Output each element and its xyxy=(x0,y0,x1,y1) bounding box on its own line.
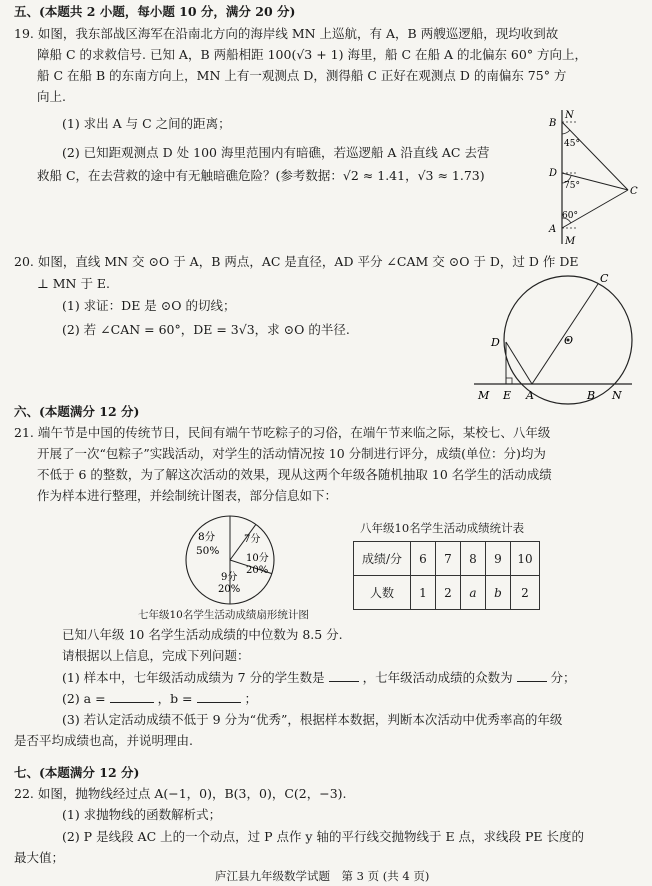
label-d: D xyxy=(491,336,500,349)
label-m: M xyxy=(478,389,490,402)
section-7-title: 七、(本题满分 12 分) xyxy=(14,765,140,780)
pie-pct-8: 50% xyxy=(196,545,220,557)
q20-line-2: ⊥ MN 于 E. xyxy=(37,276,111,291)
label-n: N xyxy=(565,110,574,121)
q19-line-4: 向上. xyxy=(37,89,66,104)
section-6-title: 六、(本题满分 12 分) xyxy=(14,404,140,419)
q21-part-1-text-c: 分； xyxy=(550,670,576,685)
q21-line-2: 开展了一次“包粽子”实践活动，对学生的活动情况按 10 分制进行评分，成绩(单位：分)均为 xyxy=(37,446,546,461)
angle-label-b: 45° xyxy=(564,139,580,149)
q21-part-1-text-b: ，七年级活动成绩的众数为 xyxy=(362,670,513,685)
answer-blank-7-count[interactable] xyxy=(329,667,359,682)
label-e: E xyxy=(503,389,512,402)
label-c: C xyxy=(600,272,609,285)
table-cell: 7 xyxy=(436,542,461,576)
label-a: A xyxy=(549,224,557,235)
q21-part-1 xyxy=(62,667,576,688)
pie-label-7: 7分 xyxy=(244,534,261,545)
table-cell: 人数 xyxy=(354,576,411,610)
q21-part-2-text-c: ； xyxy=(244,691,257,706)
right-angle-mark xyxy=(506,378,512,384)
label-m: M xyxy=(565,236,576,247)
q19-part-2-cont: 救船 C，在去营救的途中有无触暗礁危险？(参考数据：√2 ≈ 1.41，√3 ≈ 1.73) xyxy=(37,168,485,183)
answer-blank-mode[interactable] xyxy=(517,667,547,682)
table-cell: 9 xyxy=(486,542,511,576)
q22-part-2: (2) P 是线段 AC 上的一个动点，过 P 点作 y 轴的平行线交抛物线于 E 点，求线段 PE 长度的 xyxy=(62,829,585,844)
q21-part-3: (3) 若认定活动成绩不低于 9 分为“优秀”，根据样本数据，判断本次活动中优秀率高的年级 xyxy=(62,712,563,727)
pie-pct-9: 20% xyxy=(218,584,241,595)
q21-line-1: 21. 端午节是中国的传统节日，民间有端午节吃粽子的习俗，在端午节来临之际，某校七、八年级 xyxy=(14,425,551,440)
pie-caption: 七年级10名学生活动成绩扇形统计图 xyxy=(138,609,309,621)
table-cell: a xyxy=(461,576,486,610)
q21-part-1-text-a: (1) 样本中，七年级活动成绩为 7 分的学生数是 xyxy=(62,670,325,685)
q20-part-2: (2) 若 ∠CAN = 60°，DE = 3√3，求 ⊙O 的半径. xyxy=(62,322,350,337)
q21-part-2-text-b: ，b = xyxy=(157,691,193,706)
hidden-guide xyxy=(506,340,568,342)
pie-pct-10: 20% xyxy=(246,565,269,576)
segment-ac xyxy=(562,190,628,228)
q20-line-1: 20. 如图，直线 MN 交 ⊙O 于 A，B 两点，AC 是直径，AD 平分 ∠CAM 交 ⊙O 于 D，过 D 作 DE xyxy=(14,254,579,269)
q21-part-2-text-a: (2) a = xyxy=(62,691,106,706)
table-row-score xyxy=(354,542,540,576)
table-cell: 10 xyxy=(511,542,540,576)
pie-label-10: 10分 xyxy=(246,553,269,564)
table-row-count xyxy=(354,576,540,610)
angle-label-a: 60° xyxy=(562,211,578,221)
q22-part-2-cont: 最大值； xyxy=(14,850,65,865)
q21-median-note: 已知八年级 10 名学生活动成绩的中位数为 8.5 分. xyxy=(62,627,343,642)
label-d: D xyxy=(549,168,558,179)
label-c: C xyxy=(630,186,638,197)
label-n: N xyxy=(612,389,622,402)
q21-part-2 xyxy=(62,688,257,709)
table-cell: 6 xyxy=(411,542,436,576)
label-b: B xyxy=(549,118,557,129)
pie-label-9: 9分 xyxy=(221,572,238,583)
q21-instruction: 请根据以上信息，完成下列问题： xyxy=(62,648,250,663)
label-b: B xyxy=(587,389,596,402)
q22-line-1: 22. 如图，抛物线经过点 A(−1，0)，B(3，0)，C(2，−3). xyxy=(14,786,347,801)
q19-part-1: (1) 求出 A 与 C 之间的距离； xyxy=(62,116,231,131)
q22-part-1: (1) 求抛物线的函数解析式； xyxy=(62,807,222,822)
q20-figure xyxy=(470,270,650,405)
label-a: A xyxy=(526,389,534,402)
answer-blank-b[interactable] xyxy=(197,688,241,703)
table-cell: 2 xyxy=(511,576,540,610)
q19-line-2: 障船 C 的求救信号. 已知 A，B 两船相距 100(√3 + 1) 海里，船 C 在船 A 的北偏东 60° 方向上， xyxy=(37,47,588,62)
angle-label-d: 75° xyxy=(564,181,580,191)
answer-blank-a[interactable] xyxy=(110,688,154,703)
q19-part-2: (2) 已知距观测点 D 处 100 海里范围内有暗礁，若巡逻船 A 沿直线 AC 去营 xyxy=(62,145,490,160)
grade8-score-table xyxy=(353,541,540,610)
table-cell: 2 xyxy=(436,576,461,610)
q21-part-3-cont: 是否平均成绩也高，并说明理由. xyxy=(14,733,193,748)
table-cell: 1 xyxy=(411,576,436,610)
q21-line-3: 不低于 6 的整数，为了解这次活动的效果，现从这两个年级各随机抽取 10 名学生的活动成绩 xyxy=(37,467,552,482)
q21-line-4: 作为样本进行整理，并绘制统计图表，部分信息如下： xyxy=(37,488,338,503)
page-footer: 庐江县九年级数学试题 第 3 页 (共 4 页) xyxy=(215,869,430,883)
table-cell: 8 xyxy=(461,542,486,576)
q19-figure xyxy=(540,106,640,248)
grade7-pie-chart xyxy=(170,512,290,608)
section-5-title: 五、(本题共 2 小题，每小题 10 分，满分 20 分) xyxy=(14,4,296,19)
pie-label-8: 8分 xyxy=(198,531,216,543)
q20-part-1: (1) 求证：DE 是 ⊙O 的切线； xyxy=(62,298,236,313)
q19-line-3: 船 C 在船 B 的东南方向上，MN 上有一观测点 D，测得船 C 正好在观测点 D 的南偏东 75° 方 xyxy=(37,68,567,83)
angle-arc-b xyxy=(562,130,570,134)
table-cell: b xyxy=(486,576,511,610)
table-cell: 成绩/分 xyxy=(354,542,411,576)
label-o: O xyxy=(564,334,574,347)
table-caption: 八年级10名学生活动成绩统计表 xyxy=(360,521,525,535)
q19-line-1: 19. 如图，我东部战区海军在沿南北方向的海岸线 MN 上巡航，有 A，B 两艘巡逻船，现均收到故 xyxy=(14,26,559,41)
segment-bc xyxy=(562,122,628,190)
